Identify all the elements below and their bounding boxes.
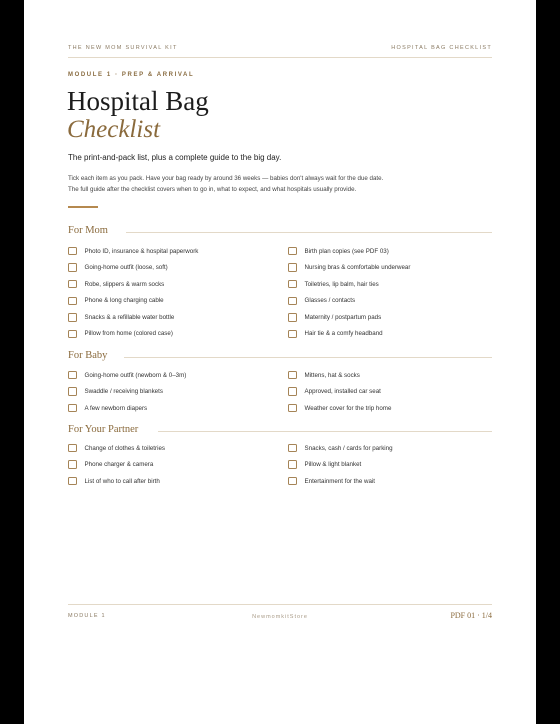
checklist-column-left <box>68 245 198 340</box>
accent-divider <box>68 206 98 208</box>
checkbox[interactable] <box>288 330 297 339</box>
checkbox[interactable] <box>68 371 77 380</box>
checkbox[interactable] <box>288 387 297 396</box>
intro-line-2: The full guide after the checklist covers when to go in, what to expect, and what hospitals usually provide. <box>68 186 357 193</box>
checklist-item[interactable]: Photo ID, insurance & hospital paperwork <box>68 245 198 257</box>
running-header-section: HOSPITAL BAG CHECKLIST <box>391 45 492 51</box>
document-page <box>24 0 536 724</box>
checklist-item[interactable]: Going-home outfit (newborn & 0–3m) <box>68 369 186 381</box>
checkbox[interactable] <box>288 371 297 380</box>
section-rule <box>158 431 492 432</box>
checklist-item[interactable]: Pillow from home (colored case) <box>68 328 198 340</box>
checklist-column-left <box>68 369 186 414</box>
page-title-line1: Hospital Bag <box>67 86 209 116</box>
checklist-item[interactable]: Birth plan copies (see PDF 03) <box>288 245 410 257</box>
checklist-item[interactable]: Entertainment for the wait <box>288 475 393 487</box>
checklist-item[interactable]: Going-home outfit (loose, soft) <box>68 262 198 274</box>
checklist-item[interactable]: Phone charger & camera <box>68 459 165 471</box>
checkbox[interactable] <box>68 263 77 272</box>
checkbox[interactable] <box>68 387 77 396</box>
checkbox[interactable] <box>288 263 297 272</box>
checkbox[interactable] <box>68 313 77 322</box>
checkbox[interactable] <box>288 247 297 256</box>
checklist-item[interactable]: Mittens, hat & socks <box>288 369 391 381</box>
checkbox[interactable] <box>288 297 297 306</box>
checklist-column-left <box>68 442 165 487</box>
footer-module: MODULE 1 <box>68 613 106 619</box>
section-title-for-your-partner: For Your Partner <box>68 424 139 435</box>
page-subtitle: The print-and-pack list, plus a complete guide to the big day. <box>68 153 282 162</box>
header-divider <box>68 57 492 58</box>
checklist-item[interactable]: Nursing bras & comfortable underwear <box>288 262 410 274</box>
section-rule <box>126 232 492 233</box>
checklist-item[interactable]: A few newborn diapers <box>68 402 186 414</box>
checkbox[interactable] <box>288 477 297 486</box>
running-header-title: THE NEW MOM SURVIVAL KIT <box>68 45 178 51</box>
checkbox[interactable] <box>288 444 297 453</box>
section-title-for-mom: For Mom <box>68 225 108 236</box>
checklist-item[interactable]: Glasses / contacts <box>288 295 410 307</box>
checklist-item[interactable]: List of who to call after birth <box>68 475 165 487</box>
checklist-item[interactable]: Approved, installed car seat <box>288 386 391 398</box>
checkbox[interactable] <box>288 460 297 469</box>
page-title-line2: Checklist <box>67 116 161 143</box>
checklist-item[interactable]: Phone & long charging cable <box>68 295 198 307</box>
checklist-item[interactable]: Robe, slippers & warm socks <box>68 278 198 290</box>
checklist-column-right <box>288 369 391 414</box>
checkbox[interactable] <box>288 313 297 322</box>
section-rule <box>124 357 492 358</box>
checkbox[interactable] <box>288 280 297 289</box>
checkbox[interactable] <box>68 297 77 306</box>
checklist-column-right <box>288 245 410 340</box>
footer-page-number: PDF 01 · 1/4 <box>450 611 492 620</box>
footer-store-name: NewmomkitStore <box>252 614 308 620</box>
checklist-item[interactable]: Hair tie & a comfy headband <box>288 328 410 340</box>
module-eyebrow: MODULE 1 · PREP & ARRIVAL <box>68 72 195 78</box>
checklist-item[interactable]: Snacks, cash / cards for parking <box>288 442 393 454</box>
checkbox[interactable] <box>68 477 77 486</box>
checkbox[interactable] <box>68 444 77 453</box>
checkbox[interactable] <box>68 404 77 413</box>
footer-divider <box>68 604 492 605</box>
checkbox[interactable] <box>68 280 77 289</box>
checkbox[interactable] <box>68 247 77 256</box>
section-title-for-baby: For Baby <box>68 350 108 361</box>
checkbox[interactable] <box>288 404 297 413</box>
intro-line-1: Tick each item as you pack. Have your bag ready by around 36 weeks — babies don't always wait for the due date. <box>68 175 384 182</box>
checklist-item[interactable]: Change of clothes & toiletries <box>68 442 165 454</box>
checklist-item[interactable]: Pillow & light blanket <box>288 459 393 471</box>
checklist-item[interactable]: Swaddle / receiving blankets <box>68 386 186 398</box>
checklist-item[interactable]: Toiletries, lip balm, hair ties <box>288 278 410 290</box>
checklist-item[interactable]: Maternity / postpartum pads <box>288 311 410 323</box>
checklist-item[interactable]: Weather cover for the trip home <box>288 402 391 414</box>
checkbox[interactable] <box>68 460 77 469</box>
checklist-column-right <box>288 442 393 487</box>
checklist-item[interactable]: Snacks & a refillable water bottle <box>68 311 198 323</box>
checkbox[interactable] <box>68 330 77 339</box>
